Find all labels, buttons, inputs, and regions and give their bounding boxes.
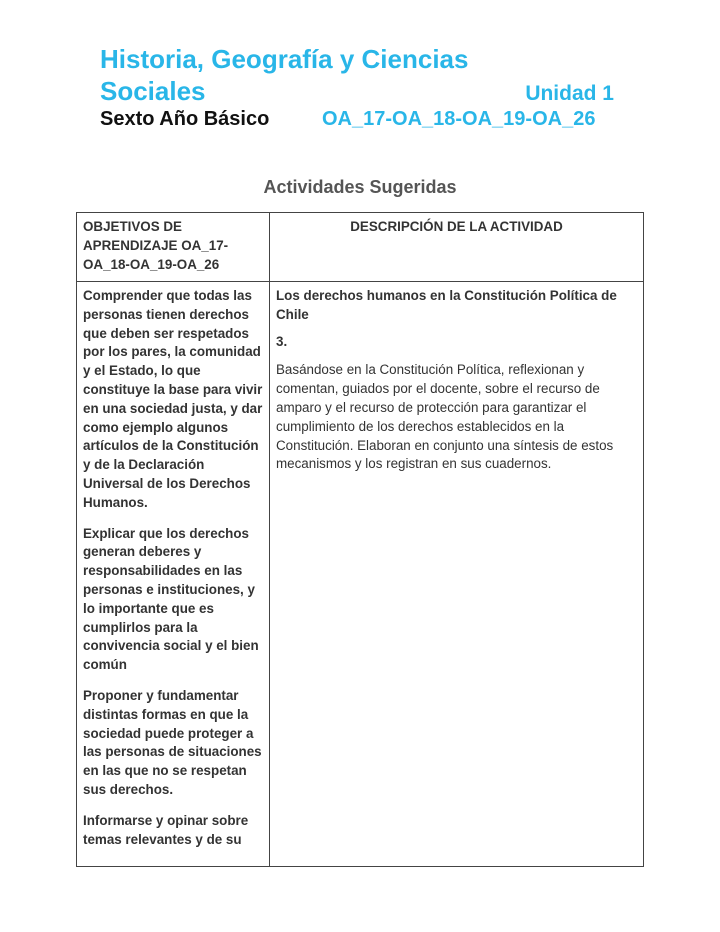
objective-item: Comprender que todas las personas tienen derechos que deben ser respetados por los pares, la comunidad y el Estado, lo que constituye la base para vivir en una sociedad justa, y dar como ejemplo algunos artículos de la Constitución y de la Declaración Universal de los Derechos Humanos. bbox=[83, 288, 263, 510]
description-header: DESCRIPCIÓN DE LA ACTIVIDAD bbox=[270, 213, 644, 282]
activity-title: Los derechos humanos en la Constitución Política de Chile bbox=[276, 288, 617, 322]
objective-item: Proponer y fundamentar distintas formas en que la sociedad puede proteger a las personas de situaciones en las que no se respetan sus derechos. bbox=[83, 687, 262, 797]
unit-label: Unidad 1 bbox=[525, 82, 614, 105]
objectives-header: OBJETIVOS DE APRENDIZAJE OA_17-OA_18-OA_19-OA_26 bbox=[77, 213, 270, 282]
oa-codes-label: OA_17-OA_18-OA_19-OA_26 bbox=[322, 108, 596, 130]
subject-title-line1: Historia, Geografía y Ciencias bbox=[100, 44, 469, 74]
activity-number: 3. bbox=[276, 333, 288, 349]
section-title: Actividades Sugeridas bbox=[263, 177, 457, 197]
activities-table bbox=[76, 212, 644, 867]
activity-cell bbox=[270, 282, 644, 867]
objective-item: Explicar que los derechos generan deberes y responsabilidades en las personas e instituciones, y lo importante que es cumplirlos para la convivencia social y el bien común bbox=[83, 525, 259, 673]
table-header-row bbox=[77, 213, 644, 282]
table-row bbox=[77, 282, 644, 867]
grade-label: Sexto Año Básico bbox=[100, 108, 270, 130]
objectives-cell bbox=[77, 282, 270, 867]
objective-item: Informarse y opinar sobre temas relevantes y de su bbox=[83, 812, 249, 847]
subject-title-line2: Sociales bbox=[100, 76, 206, 106]
activity-description: Basándose en la Constitución Política, reflexionan y comentan, guiados por el docente, sobre el recurso de amparo y el recurso de protección para garantizar el cumplimiento de los derechos establecidos en la Constitución. Elaboran en conjunto una síntesis de estos mecanismos y los registran en sus cuadernos. bbox=[276, 362, 614, 472]
